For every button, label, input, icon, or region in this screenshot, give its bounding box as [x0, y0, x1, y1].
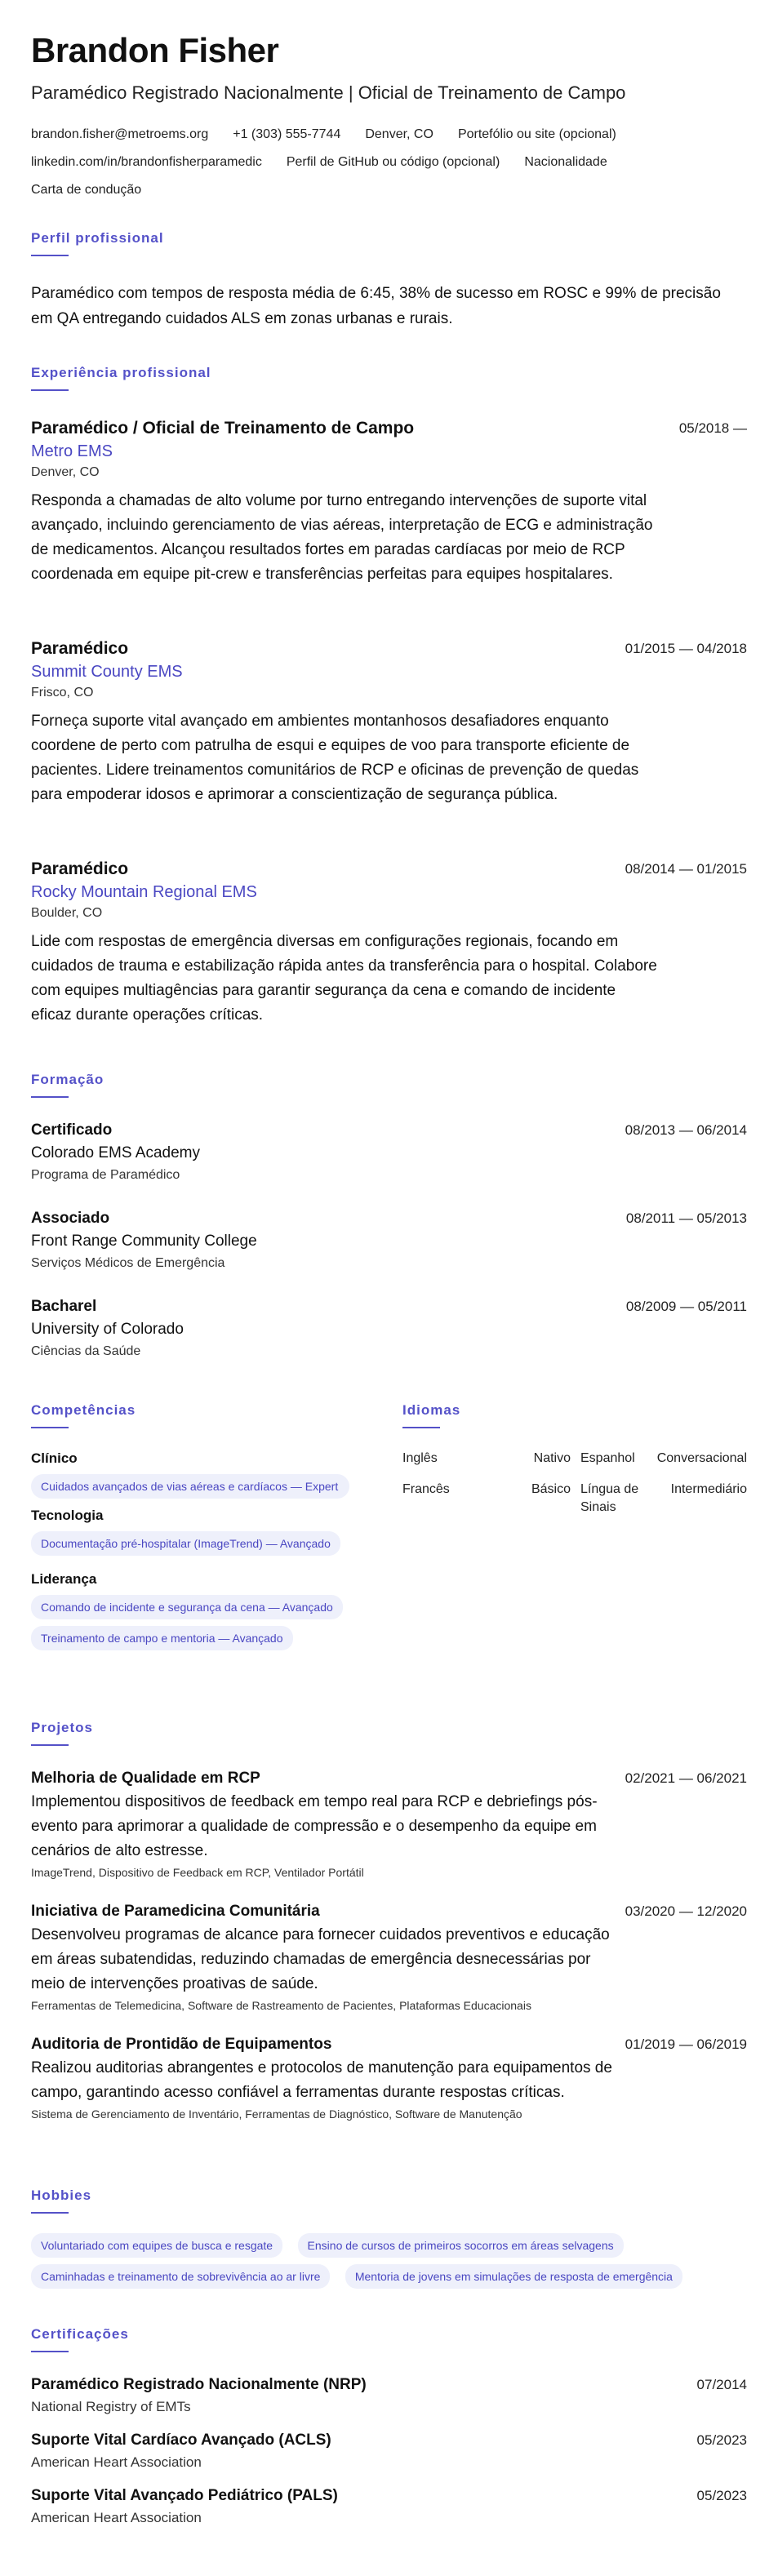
skill-group — [31, 1570, 370, 1657]
profile-summary: Paramédico com tempos de resposta média de 6:45, 38% de sucesso em ROSC e 99% de precisão em QA entregando cuidados ALS em zonas urbanas e rurais. — [31, 285, 721, 327]
school-name: Colorado EMS Academy — [31, 1144, 200, 1161]
job-description: Lide com respostas de emergência diversas em configurações regionais, focando em cuidados de trauma e estabilização rápida antes da transferência para o hospital. Colabore com equipes multiagências para garantir segurança da cena e comando de incidente eficaz durante operações críticas. — [31, 933, 657, 1024]
field-of-study: Serviços Médicos de Emergência — [31, 1256, 225, 1270]
language-name: Francês — [402, 1482, 450, 1496]
section-divider — [402, 1427, 440, 1428]
contact-license: Carta de condução — [31, 183, 142, 197]
skill-pill: Comando de incidente e segurança da cena — Avançado — [31, 1595, 343, 1619]
contact-portfolio[interactable]: Portefólio ou site (opcional) — [457, 127, 616, 141]
certification-name: Suporte Vital Cardíaco Avançado (ACLS) — [31, 2432, 331, 2449]
certifications-section — [31, 2326, 747, 2352]
job-title: Paramédico — [31, 859, 129, 878]
section-title-education: Formação — [31, 1072, 104, 1087]
certification-issuer: National Registry of EMTs — [31, 2399, 191, 2414]
contact-location: Denver, CO — [365, 127, 433, 141]
section-divider — [31, 255, 69, 256]
certification-date: 05/2023 — [696, 2432, 747, 2448]
skill-category: Liderança — [31, 1571, 97, 1587]
degree-name: Bacharel — [31, 1298, 97, 1315]
job-dates: 05/2018 — — [678, 420, 747, 436]
project-entry — [31, 2033, 747, 2123]
candidate-headline: Paramédico Registrado Nacionalmente | Oficial de Treinamento de Campo — [31, 82, 626, 103]
section-divider — [31, 2351, 69, 2352]
job-title: Paramédico / Oficial de Treinamento de Campo — [31, 419, 415, 437]
candidate-name: Brandon Fisher — [31, 31, 279, 69]
project-dates: 02/2021 — 06/2021 — [625, 1770, 747, 1786]
project-name: Auditoria de Prontidão de Equipamentos — [31, 2036, 332, 2053]
language-row — [402, 1481, 747, 1521]
section-title-languages: Idiomas — [402, 1402, 461, 1418]
certification-issuer: American Heart Association — [31, 2454, 202, 2470]
hobbies-list — [31, 2233, 747, 2295]
contact-row — [31, 121, 747, 204]
project-entry — [31, 1767, 747, 1881]
skills-languages-row — [31, 1402, 747, 1729]
field-of-study: Programa de Paramédico — [31, 1168, 180, 1182]
certification-date: 05/2023 — [696, 2488, 747, 2503]
hobby-pill: Ensino de cursos de primeiros socorros em áreas selvagens — [298, 2233, 624, 2258]
projects-section — [31, 1720, 747, 1746]
education-dates: 08/2013 — 06/2014 — [625, 1122, 747, 1138]
education-dates: 08/2009 — 05/2011 — [625, 1299, 747, 1314]
section-divider — [31, 389, 69, 391]
hobbies-section — [31, 2187, 747, 2295]
language-name: Espanhol — [580, 1451, 635, 1465]
language-name: Inglês — [402, 1451, 438, 1465]
hobby-pill: Voluntariado com equipes de busca e resgate — [31, 2233, 282, 2258]
certification-name: Suporte Vital Avançado Pediátrico (PALS) — [31, 2487, 338, 2504]
section-title-certifications: Certificações — [31, 2326, 129, 2342]
project-dates: 01/2019 — 06/2019 — [625, 2036, 747, 2052]
section-title-skills: Competências — [31, 1402, 136, 1418]
skill-pill: Treinamento de campo e mentoria — Avançado — [31, 1626, 293, 1650]
skill-pill: Documentação pré-hospitalar (ImageTrend) — Avançado — [31, 1531, 340, 1556]
language-row — [402, 1450, 747, 1481]
school-name: Front Range Community College — [31, 1232, 257, 1250]
contact-linkedin[interactable]: linkedin.com/in/brandonfisherparamedic — [31, 155, 262, 169]
job-description: Forneça suporte vital avançado em ambientes montanhosos desafiadores enquanto coordene de perto com patrulha de esqui e equipes de voo para transporte eficiente de pacientes. Lidere treinamentos comunitários de RCP e oficinas de prevenção de quedas para empoderar idosos e aprimorar a conscientização de segurança pública. — [31, 713, 639, 803]
project-description: Desenvolveu programas de alcance para fornecer cuidados preventivos e educação em áreas subatendidas, reduzindo chamadas de emergência desnecessárias por meio de intervenções proativas de saúde. — [31, 1926, 610, 1992]
project-dates: 03/2020 — 12/2020 — [625, 1903, 747, 1919]
language-name: Língua de Sinais — [580, 1482, 639, 1514]
skill-category: Clínico — [31, 1450, 78, 1466]
education-section — [31, 1072, 747, 1098]
project-name: Melhoria de Qualidade em RCP — [31, 1770, 260, 1787]
experience-entry — [31, 417, 747, 587]
experience-entry — [31, 858, 747, 1028]
field-of-study: Ciências da Saúde — [31, 1344, 141, 1358]
language-level: Básico — [531, 1482, 571, 1496]
hobby-pill: Mentoria de jovens em simulações de resposta de emergência — [345, 2264, 682, 2289]
certification-entry — [31, 2374, 747, 2418]
certification-date: 07/2014 — [696, 2377, 747, 2392]
skill-pill: Cuidados avançados de vias aéreas e cardíacos — Expert — [31, 1474, 349, 1499]
profile-section — [31, 230, 747, 331]
education-dates: 08/2011 — 05/2013 — [625, 1210, 747, 1226]
school-name: University of Colorado — [31, 1321, 184, 1338]
project-name: Iniciativa de Paramedicina Comunitária — [31, 1903, 320, 1920]
project-technologies: ImageTrend, Dispositivo de Feedback em RCP, Ventilador Portátil — [31, 1866, 364, 1879]
project-entry — [31, 1900, 747, 2014]
employer-name[interactable]: Metro EMS — [31, 442, 113, 460]
contact-email[interactable]: brandon.fisher@metroems.org — [31, 127, 209, 141]
project-technologies: Sistema de Gerenciamento de Inventário, Ferramentas de Diagnóstico, Software de Manutenção — [31, 2107, 522, 2121]
contact-phone[interactable]: +1 (303) 555-7744 — [233, 127, 341, 141]
skill-group — [31, 1450, 370, 1499]
section-title-experience: Experiência profissional — [31, 365, 211, 380]
section-title-profile: Perfil profissional — [31, 230, 164, 246]
employer-name[interactable]: Rocky Mountain Regional EMS — [31, 883, 257, 901]
section-title-hobbies: Hobbies — [31, 2187, 92, 2203]
language-level: Conversacional — [656, 1451, 747, 1465]
certification-entry — [31, 2485, 747, 2529]
job-location: Denver, CO — [31, 465, 100, 479]
certification-entry — [31, 2429, 747, 2473]
languages-section — [402, 1402, 747, 1521]
experience-entry — [31, 637, 747, 807]
job-description: Responda a chamadas de alto volume por turno entregando intervenções de suporte vital avançado, incluindo gerenciamento de vias aéreas, interpretação de ECG e administração de medicamentos. Alcançou resultados fortes em paradas cardíacas por meio de RCP coordenada em equipe pit-crew e transferências perfeitas para equipes hospitalares. — [31, 492, 653, 583]
skills-section — [31, 1402, 370, 1657]
education-entry — [31, 1295, 747, 1362]
language-level: Nativo — [533, 1451, 571, 1465]
education-entry — [31, 1207, 747, 1274]
employer-name[interactable]: Summit County EMS — [31, 663, 183, 681]
skill-category: Tecnologia — [31, 1508, 104, 1523]
degree-name: Certificado — [31, 1121, 113, 1139]
certification-issuer: American Heart Association — [31, 2510, 202, 2525]
project-description: Implementou dispositivos de feedback em tempo real para RCP e debriefings pós-evento para aprimorar a qualidade de compressão e o desempenho da equipe em cenários de alto estresse. — [31, 1793, 598, 1859]
job-dates: 01/2015 — 04/2018 — [625, 641, 747, 656]
job-title: Paramédico — [31, 639, 129, 658]
section-divider — [31, 2212, 69, 2214]
certification-name: Paramédico Registrado Nacionalmente (NRP) — [31, 2376, 367, 2393]
section-divider — [31, 1744, 69, 1746]
education-entry — [31, 1119, 747, 1186]
section-divider — [31, 1096, 69, 1098]
job-location: Boulder, CO — [31, 906, 103, 920]
section-divider — [31, 1427, 69, 1428]
skill-group — [31, 1507, 370, 1562]
contact-nationality: Nacionalidade — [524, 155, 607, 169]
job-dates: 08/2014 — 01/2015 — [625, 861, 747, 877]
degree-name: Associado — [31, 1210, 110, 1227]
experience-section — [31, 365, 747, 391]
contact-github[interactable]: Perfil de GitHub ou código (opcional) — [286, 155, 500, 169]
languages-grid — [402, 1450, 747, 1521]
job-location: Frisco, CO — [31, 686, 94, 700]
project-technologies: Ferramentas de Telemedicina, Software de Rastreamento de Pacientes, Plataformas Educacionais — [31, 1999, 531, 2012]
project-description: Realizou auditorias abrangentes e protocolos de manutenção para equipamentos de campo, garantindo acesso confiável a ferramentas durante respostas críticas. — [31, 2059, 612, 2101]
language-level: Intermediário — [670, 1482, 747, 1496]
hobby-pill: Caminhadas e treinamento de sobrevivência ao ar livre — [31, 2264, 330, 2289]
section-title-projects: Projetos — [31, 1720, 94, 1735]
